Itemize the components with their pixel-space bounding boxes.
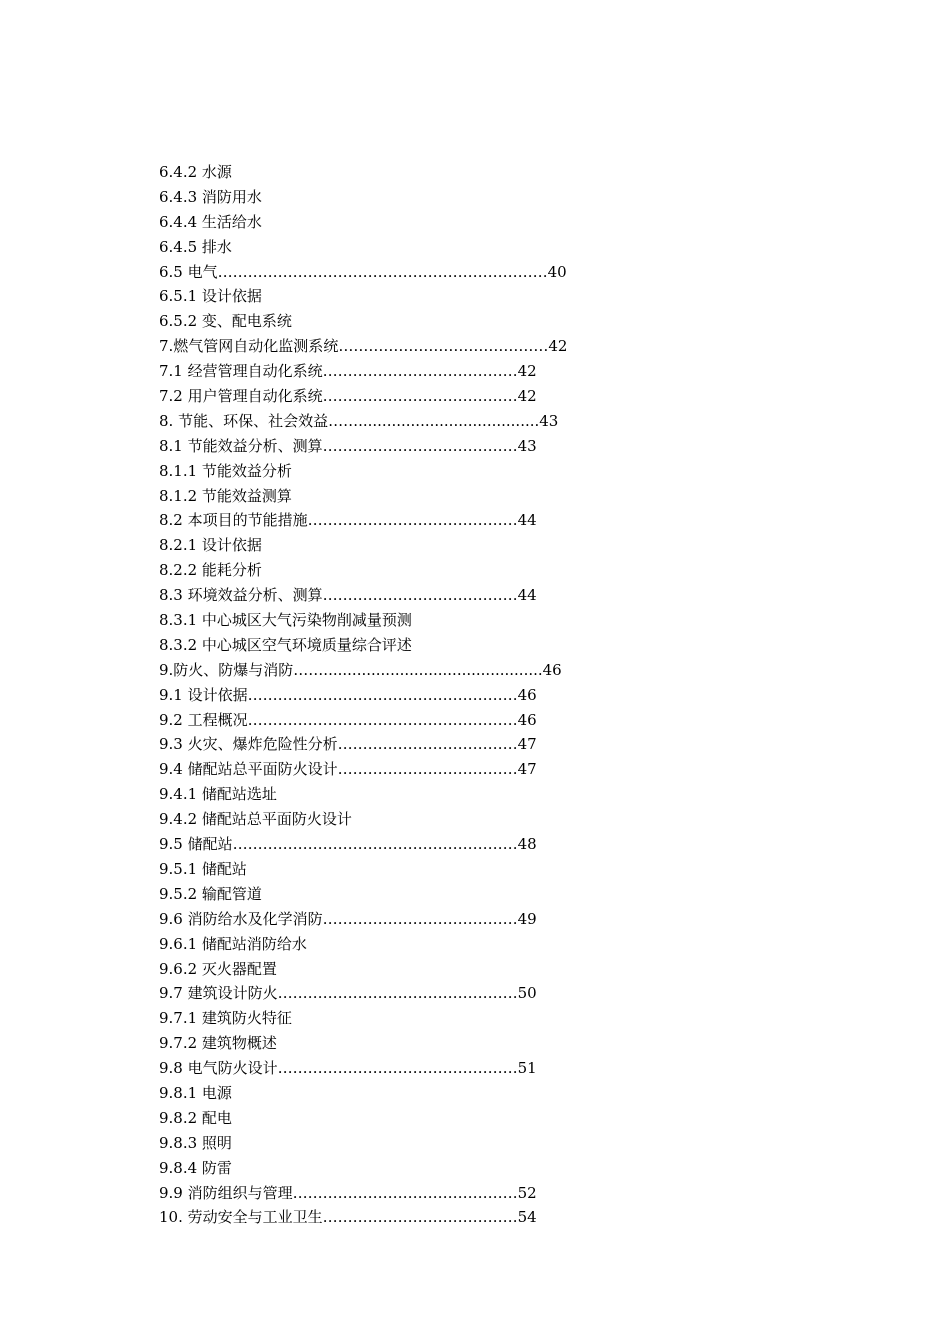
toc-entry: 9.8.4 防雷 <box>159 1158 232 1177</box>
toc-entry: 8.3 环境效益分析、测算…………………………………44 <box>159 586 537 605</box>
toc-entry: 9.5 储配站…………………………………………………48 <box>159 835 537 854</box>
toc-entry: 8.2.2 能耗分析 <box>159 561 262 580</box>
toc-entry: 9.4.2 储配站总平面防火设计 <box>159 810 352 829</box>
toc-entry: 6.5.1 设计依据 <box>159 287 262 306</box>
toc-entry: 8.2.1 设计依据 <box>159 536 262 555</box>
toc-entry: 9.8.3 照明 <box>159 1133 232 1152</box>
toc-entry: 8.1.1 节能效益分析 <box>159 461 292 480</box>
toc-entry: 9.7.1 建筑防火特征 <box>159 1009 292 1028</box>
toc-entry: 9.6.2 灭火器配置 <box>159 959 277 978</box>
table-of-contents <box>159 160 639 1230</box>
toc-entry: 9.5.1 储配站 <box>159 859 247 878</box>
toc-entry: 6.5.2 变、配电系统 <box>159 312 292 331</box>
toc-entry: 9.7 建筑设计防火…………………………………………50 <box>159 984 537 1003</box>
toc-entry: 9.4.1 储配站选址 <box>159 785 277 804</box>
toc-entry: 9.4 储配站总平面防火设计………………………………47 <box>159 760 537 779</box>
toc-entry: 7.燃气管网自动化监测系统……………………………………42 <box>159 337 568 356</box>
toc-entry: 9.1 设计依据………………………………………………46 <box>159 685 537 704</box>
toc-entry: 7.1 经营管理自动化系统…………………………………42 <box>159 362 537 381</box>
toc-entry: 8.3.1 中心城区大气污染物削减量预测 <box>159 611 412 630</box>
toc-entry: 6.4.3 消防用水 <box>159 187 262 206</box>
toc-entry: 8.3.2 中心城区空气环境质量综合评述 <box>159 635 412 654</box>
toc-entry: 8.1.2 节能效益测算 <box>159 486 292 505</box>
toc-entry: 6.4.5 排水 <box>159 237 232 256</box>
toc-entry: 9.6 消防给水及化学消防…………………………………49 <box>159 909 537 928</box>
toc-entry: 6.4.4 生活给水 <box>159 212 262 231</box>
toc-entry: 9.3 火灾、爆炸危险性分析………………………………47 <box>159 735 537 754</box>
toc-entry: 7.2 用户管理自动化系统…………………………………42 <box>159 387 537 406</box>
toc-entry: 8.1 节能效益分析、测算…………………………………43 <box>159 436 537 455</box>
toc-entry: 9.8.2 配电 <box>159 1108 232 1127</box>
toc-entry: 9.7.2 建筑物概述 <box>159 1034 277 1053</box>
toc-entry: 8.2 本项目的节能措施……………………………………44 <box>159 511 537 530</box>
toc-entry: 8. 节能、环保、社会效益……......................................43 <box>159 411 559 430</box>
toc-entry: 10. 劳动安全与工业卫生…………………………………54 <box>159 1208 537 1227</box>
toc-entry: 9.9 消防组织与管理………………………………………52 <box>159 1183 537 1202</box>
toc-entry: 9.8 电气防火设计…………………………………………51 <box>159 1059 537 1078</box>
toc-entry: 9.8.1 电源 <box>159 1083 232 1102</box>
toc-entry: 9.防火、防爆与消防……..............................................46 <box>159 660 562 679</box>
toc-entry: 6.4.2 水源 <box>159 163 232 181</box>
toc-entry: 6.5 电气…………………………………………………………40 <box>159 262 567 281</box>
toc-entry: 9.5.2 输配管道 <box>159 884 262 903</box>
toc-entry: 9.2 工程概况………………………………………………46 <box>159 710 537 729</box>
toc-entry: 9.6.1 储配站消防给水 <box>159 934 307 953</box>
